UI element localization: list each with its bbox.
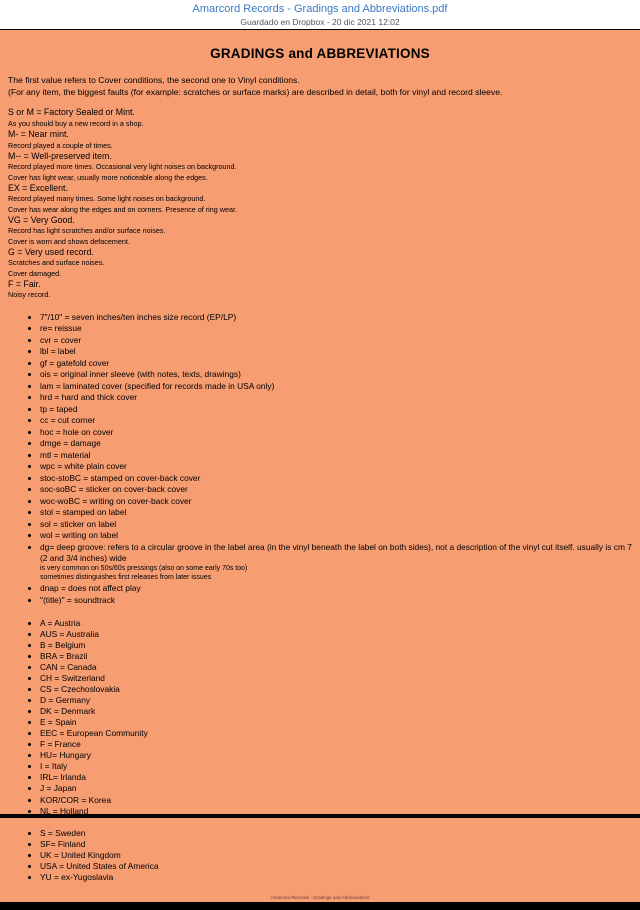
abbrev-text: re= reissue [40,323,82,334]
list-item [40,415,632,426]
intro-line-2: (For any item, the biggest faults (for example: scratches or surface marks) are described in detail, both for vinyl and record sleeve. [8,86,503,97]
abbrev-text: sol = sticker on label [40,518,117,529]
country-code: AUS = Australia [40,628,99,639]
list-item [40,450,632,461]
country-code: IRL= Irlanda [40,772,86,783]
country-code: CS = Czechoslovakia [40,684,120,695]
abbrev-text: wpc = white plain cover [40,461,127,472]
grading-note: Noisy record. [8,290,51,300]
list-item [40,673,632,684]
list-item [40,507,632,518]
grading-note: Cover is worn and shows defacement. [8,236,130,246]
grading-main: S or M = Factory Sealed or Mint. [8,107,135,118]
list-item [40,750,632,761]
abbrev-text: mtl = material [40,449,91,460]
list-item [40,595,632,606]
gradings-list [8,107,632,300]
list-item [40,530,632,541]
abbrev-text: dnap = does not affect play [40,583,141,594]
abbrev-text: soc-soBC = sticker on cover-back cover [40,484,188,495]
list-item [40,583,632,594]
grading-main: F = Fair. [8,278,41,289]
list-item [40,828,632,839]
grading-note: As you should buy a new record in a shop. [8,118,144,128]
list-item [40,795,632,806]
abbrev-subnote: is very common on 50s/60s pressings (also on some early 70s too) [40,564,248,572]
list-item [40,381,632,392]
list-item [40,706,632,717]
abbrev-text: woc-woBC = writing on cover-back cover [40,495,192,506]
document-save-status: Guardado en Dropbox - 20 dic 2021 12:02 [240,17,400,27]
country-code: S = Sweden [40,828,86,838]
abbrev-text: "(title)" = soundtrack [40,594,116,605]
country-code: B = Belgium [40,639,86,650]
abbrev-text: 7"/10" = seven inches/ten inches size record (EP/LP) [40,311,237,322]
country-code: SF= Finland [40,839,86,850]
abbrev-text: hoc = hole on cover [40,426,114,437]
list-item [40,850,632,861]
list-item [40,839,632,850]
abbrev-text: hrd = hard and thick cover [40,392,138,403]
grading-main: EX = Excellent. [8,182,68,193]
list-item [40,728,632,739]
country-code: HU= Hungary [40,750,91,761]
list-item [40,651,632,662]
abbrev-text: cc = cut corner [40,415,96,426]
grading-note: Scratches and surface noises. [8,258,105,268]
list-item [40,695,632,706]
list-item [40,872,632,883]
grading-main: M-- = Well-preserved item. [8,150,112,161]
country-code: EEC = European Community [40,728,148,739]
list-item [40,404,632,415]
abbrev-subnote: sometimes distinguishes first releases from later issues [40,574,212,582]
country-code: J = Japan [40,783,77,794]
abbrev-text: lam = laminated cover (specified for records made in USA only) [40,380,275,391]
abbrev-text: stol = stamped on label [40,507,127,518]
list-item [40,783,632,794]
list-item [40,662,632,673]
list-item [40,312,632,323]
country-code: CH = Switzerland [40,673,105,683]
list-item [40,640,632,651]
list-item [40,761,632,772]
list-item [40,335,632,346]
country-code: F = France [40,739,81,750]
abbrev-text: gf = gatefold cover [40,357,110,368]
list-item [40,358,632,369]
abbrev-text: wol = writing on label [40,530,118,541]
abbreviations-list [8,312,632,606]
list-item [40,427,632,438]
grading-note: Record has light scratches and/or surface noises. [8,226,166,236]
country-code: NL = Holland [40,805,89,814]
country-code: D = Germany [40,695,91,706]
list-item [40,484,632,495]
list-item [40,629,632,640]
abbrev-text: lbl = label [40,346,76,357]
country-code: BRA = Brazil [40,650,88,661]
list-item [40,717,632,728]
list-item [40,496,632,507]
list-item [40,369,632,380]
list-item [40,392,632,403]
country-codes-list-page1 [8,618,632,814]
grading-main: VG = Very Good. [8,214,75,225]
country-codes-list-page2 [8,828,632,883]
abbrev-text: dmge = damage [40,438,101,449]
country-code: DK = Denmark [40,706,96,717]
grading-main: M- = Near mint. [8,128,69,139]
abbrev-text: dg= deep groove: refers to a circular groove in the label area (in the vinyl beneath the label on both sides), not a description of the vinyl cut itself. usually is cm 7 (2 and 3/4 inches) wide [40,541,632,563]
list-item [40,739,632,750]
grading-note: Cover has light wear, usually more noticeable along the edges. [8,172,208,182]
grading-note: Cover damaged. [8,268,62,278]
country-code: E = Spain [40,717,77,728]
list-item [40,346,632,357]
list-item [40,461,632,472]
abbrev-text: stoc-stoBC = stamped on cover-back cover [40,472,201,483]
country-code: USA = United States of America [40,861,159,872]
country-code: UK = United Kingdom [40,850,121,861]
viewer-bottom-bar [0,902,640,910]
list-item [40,806,632,814]
page-heading: GRADINGS and ABBREVIATIONS [210,46,430,61]
grading-note: Record played many times. Some light noises on background. [8,194,206,204]
list-item [40,473,632,484]
list-item [40,542,632,583]
country-code: A = Austria [40,617,81,628]
abbrev-text: tp = taped [40,403,78,414]
list-item [40,519,632,530]
grading-note: Cover has wear along the edges and on corners. Presence of ring wear. [8,204,237,214]
abbrev-text: cvr = cover [40,334,82,345]
grading-main: G = Very used record. [8,246,94,257]
grading-note: Record played more times. Occasional very light noises on background. [8,162,237,172]
list-item [40,438,632,449]
abbrev-text: ois = original inner sleeve (with notes, texts, drawings) [40,369,241,380]
pdf-page-2 [0,818,640,902]
list-item [40,684,632,695]
page-footer-note: Amarcord Records - Gradings and Abbreviations [270,895,370,900]
pdf-page-1 [0,30,640,814]
country-code: I = Italy [40,761,68,772]
list-item [40,618,632,629]
list-item [40,861,632,872]
country-code: KOR/COR = Korea [40,794,111,805]
list-item [40,323,632,334]
pdf-header-bar [0,0,640,30]
document-title-link[interactable]: Amarcord Records - Gradings and Abbreviations.pdf [192,3,448,15]
country-code: CAN = Canada [40,661,97,672]
intro-line-1: The first value refers to Cover conditions, the second one to Vinyl conditions. [8,75,300,85]
grading-note: Record played a couple of times. [8,140,113,150]
list-item [40,772,632,783]
country-code: YU = ex-Yugoslavia [40,872,114,883]
intro-block [8,75,632,98]
